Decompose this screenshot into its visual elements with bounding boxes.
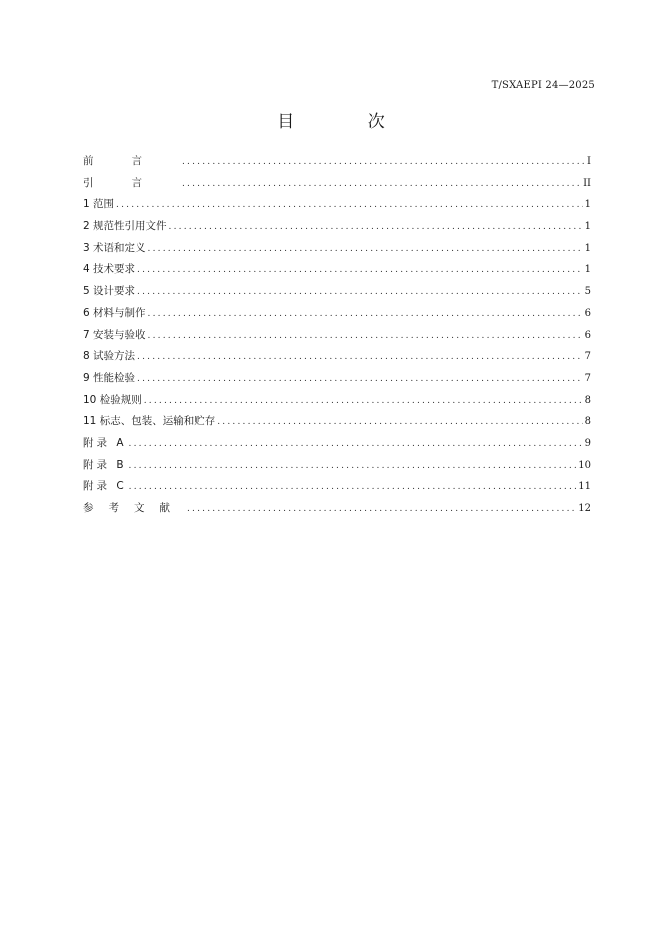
toc-item-label: 8 试验方法 [83,350,136,363]
toc-list [83,153,591,522]
toc-leader-dots [129,439,583,449]
toc-item-performance-inspection[interactable] [83,370,591,392]
toc-item-label: 附录 B [83,458,127,471]
toc-item-page: 5 [584,286,591,298]
toc-item-scope[interactable] [83,196,591,218]
toc-item-page: 6 [584,307,591,319]
toc-leader-dots [187,504,576,514]
toc-leader-dots [148,331,583,341]
toc-leader-dots [148,244,583,254]
toc-item-page: 7 [584,351,591,363]
toc-item-label: 3 术语和定义 [83,241,146,254]
toc-item-label: 1 范围 [83,198,115,211]
toc-leader-dots [169,222,583,232]
toc-title: 目 次 [277,112,419,132]
toc-item-label: 11 标志、包装、运输和贮存 [83,415,216,428]
toc-leader-dots [137,265,583,275]
toc-item-label: 引言 [83,176,180,189]
toc-item-marking-packaging[interactable] [83,413,591,435]
toc-leader-dots [217,417,582,427]
toc-item-label: 附录 C [83,480,127,493]
toc-leader-dots [182,179,581,189]
toc-item-label: 附录 A [83,436,127,449]
toc-leader-dots [182,157,585,167]
toc-item-page: 11 [578,481,591,493]
toc-item-page: 6 [584,329,591,341]
toc-item-label: 4 技术要求 [83,263,136,276]
toc-item-page: 1 [584,264,591,276]
toc-item-foreword[interactable] [83,153,591,175]
toc-item-materials-fabrication[interactable] [83,305,591,327]
toc-item-introduction[interactable] [83,175,591,197]
toc-item-label: 10 检验规则 [83,393,142,406]
toc-item-page: II [583,177,591,189]
toc-item-label: 9 性能检验 [83,371,136,384]
toc-item-page: 12 [578,503,591,514]
toc-item-label: 5 设计要求 [83,285,136,298]
toc-leader-dots [116,200,583,210]
toc-leader-dots [137,287,583,297]
toc-item-page: 8 [584,416,591,428]
toc-item-normative-references[interactable] [83,218,591,240]
toc-item-design-requirements[interactable] [83,283,591,305]
toc-item-label: 参考文献 [83,502,185,514]
toc-item-inspection-rules[interactable] [83,392,591,414]
toc-item-appendix-a[interactable] [83,435,591,457]
toc-item-bibliography[interactable] [83,500,591,522]
toc-item-page: I [587,156,591,167]
toc-item-page: 9 [584,437,591,449]
toc-item-technical-requirements[interactable] [83,261,591,283]
toc-item-page: 10 [578,459,591,471]
toc-item-page: 1 [584,242,591,254]
toc-leader-dots [129,482,577,492]
toc-item-page: 8 [584,394,591,406]
toc-item-label: 6 材料与制作 [83,306,146,319]
toc-leader-dots [144,396,583,406]
toc-item-appendix-c[interactable] [83,478,591,500]
toc-item-page: 1 [584,221,591,233]
toc-item-label: 前言 [83,155,180,167]
toc-item-installation-acceptance[interactable] [83,327,591,349]
toc-item-page: 1 [584,199,591,211]
toc-item-label: 2 规范性引用文件 [83,220,167,233]
toc-item-test-methods[interactable] [83,348,591,370]
toc-item-page: 7 [584,372,591,384]
toc-leader-dots [129,461,577,471]
toc-leader-dots [148,309,583,319]
toc-item-terms-definitions[interactable] [83,240,591,262]
toc-item-label: 7 安装与验收 [83,328,146,341]
toc-leader-dots [137,352,583,362]
toc-leader-dots [137,374,583,384]
toc-item-appendix-b[interactable] [83,457,591,479]
document-code: T/SXAEPI 24—2025 [491,80,595,91]
